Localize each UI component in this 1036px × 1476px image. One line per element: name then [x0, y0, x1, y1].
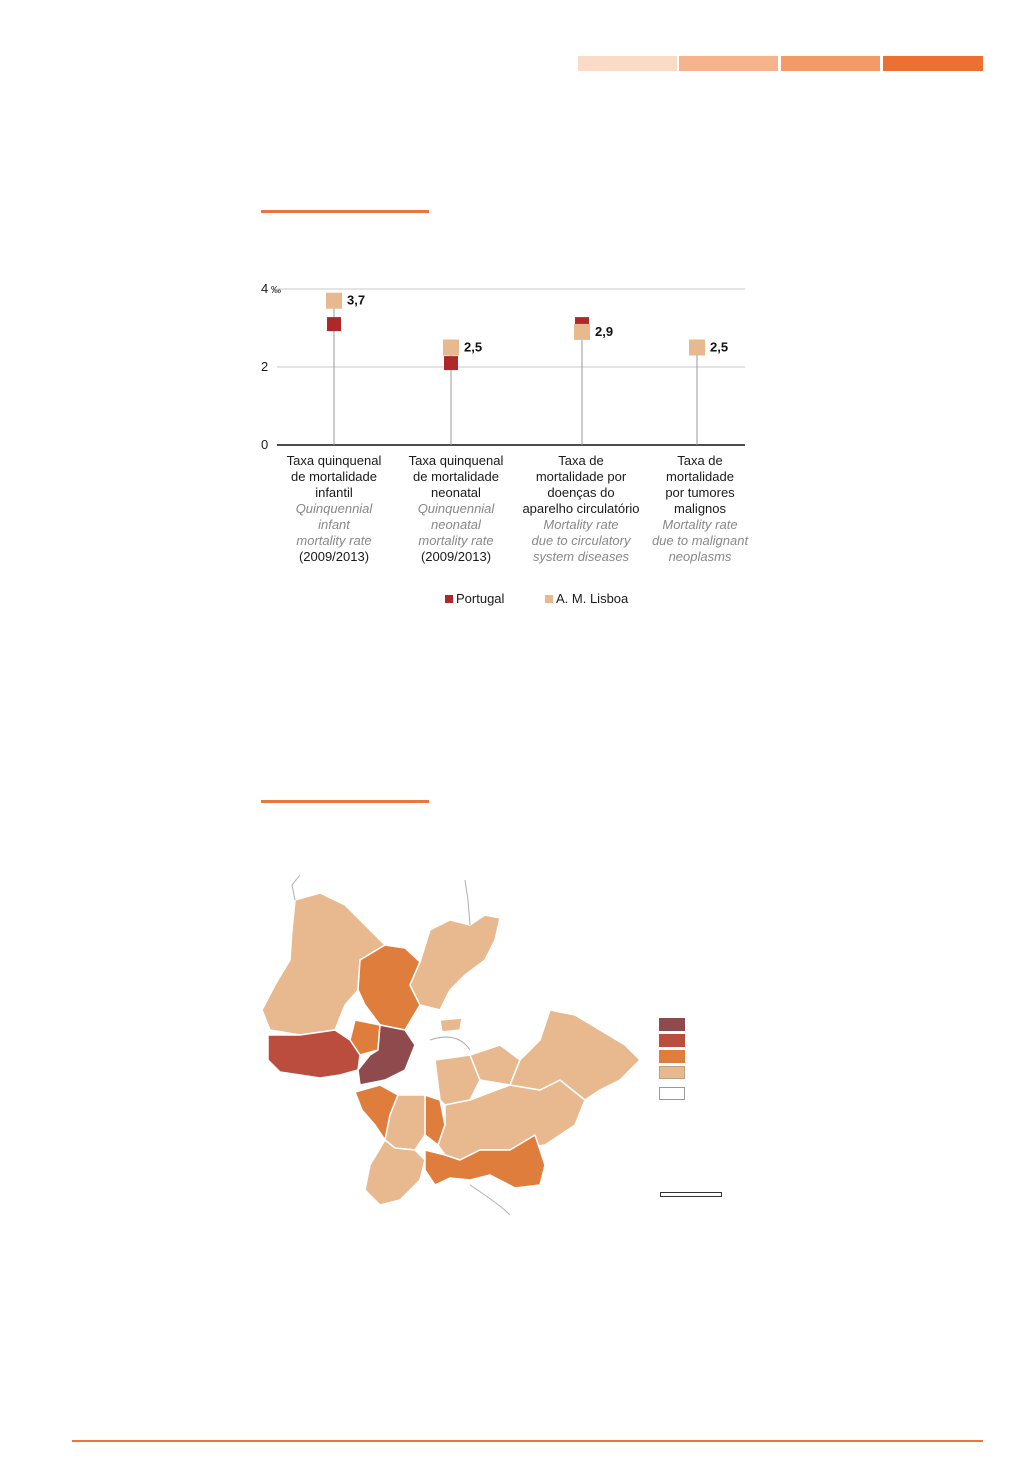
category-1-en-line-3: mortality rate — [296, 533, 372, 548]
category-2-pt-line-3: neonatal — [431, 485, 481, 500]
category-4-en-line-1: Mortality rate — [662, 517, 738, 532]
map-border-north — [292, 875, 300, 900]
map-scale-bar — [660, 1192, 722, 1197]
map-region-northeast — [410, 915, 500, 1010]
category-2-period: (2009/2013) — [420, 549, 492, 564]
data-label-aml-1: 3,7 — [347, 292, 366, 308]
category-3-pt-line-1: Taxa de — [558, 453, 604, 468]
category-2-en-line-3: mortality rate — [418, 533, 494, 548]
data-label-aml-2: 2,5 — [464, 339, 483, 355]
category-2-pt-line-1: Taxa quinquenal — [408, 453, 504, 468]
category-3-pt-line-3: doenças do — [547, 485, 615, 500]
category-4-pt-line-4: malignos — [673, 501, 727, 516]
category-4-en-line-2: due to malignant — [651, 533, 749, 548]
category-4-pt-line-3: por tumores — [665, 485, 735, 500]
map-legend-class-4 — [659, 1066, 685, 1079]
category-1-en-line-1: Quinquennial — [295, 501, 373, 516]
legend-aml-label: A. M. Lisboa — [556, 591, 629, 606]
category-2-en-line-2: neonatal — [431, 517, 481, 532]
legend-portugal-label: Portugal — [456, 591, 505, 606]
category-4-en-line-3: neoplasms — [668, 549, 732, 564]
category-1-pt-line-2: de mortalidade — [291, 469, 377, 484]
map-river-tejo — [430, 1037, 470, 1050]
map-legend-class-2 — [659, 1034, 685, 1047]
map-region-estuary-islands — [440, 1018, 462, 1032]
category-3-pt-line-2: mortalidade por — [535, 469, 627, 484]
map-region-east — [510, 1010, 640, 1100]
category-3-en-line-3: system diseases — [532, 549, 630, 564]
category-2-pt-line-2: de mortalidade — [413, 469, 499, 484]
category-4-pt-line-2: mortalidade — [666, 469, 734, 484]
category-1-pt-line-3: infantil — [315, 485, 353, 500]
map-legend-class-5 — [659, 1087, 685, 1100]
category-4-pt-line-1: Taxa de — [677, 453, 723, 468]
map-legend-class-3 — [659, 1050, 685, 1063]
y-tick-label-0: 0 — [261, 437, 269, 452]
category-3-en-line-2: due to circulatory — [531, 533, 631, 548]
category-3-pt-line-4: aparelho circulatório — [522, 501, 640, 516]
y-unit-label: ‰ — [271, 285, 281, 296]
category-1-period: (2009/2013) — [298, 549, 370, 564]
category-1-pt-line-1: Taxa quinquenal — [286, 453, 382, 468]
data-label-aml-4: 2,5 — [710, 339, 729, 355]
data-label-aml-3: 2,9 — [595, 323, 614, 339]
y-tick-label-2: 2 — [261, 359, 269, 374]
category-2-en-line-1: Quinquennial — [417, 501, 495, 516]
map-river-sado — [470, 1185, 510, 1215]
category-3-en-line-1: Mortality rate — [543, 517, 619, 532]
y-tick-label-4: 4 — [261, 281, 269, 296]
map-legend-class-1 — [659, 1018, 685, 1031]
category-1-en-line-2: infant — [318, 517, 350, 532]
map-border-northeast — [465, 880, 470, 925]
map-region-cascais — [268, 1030, 360, 1078]
